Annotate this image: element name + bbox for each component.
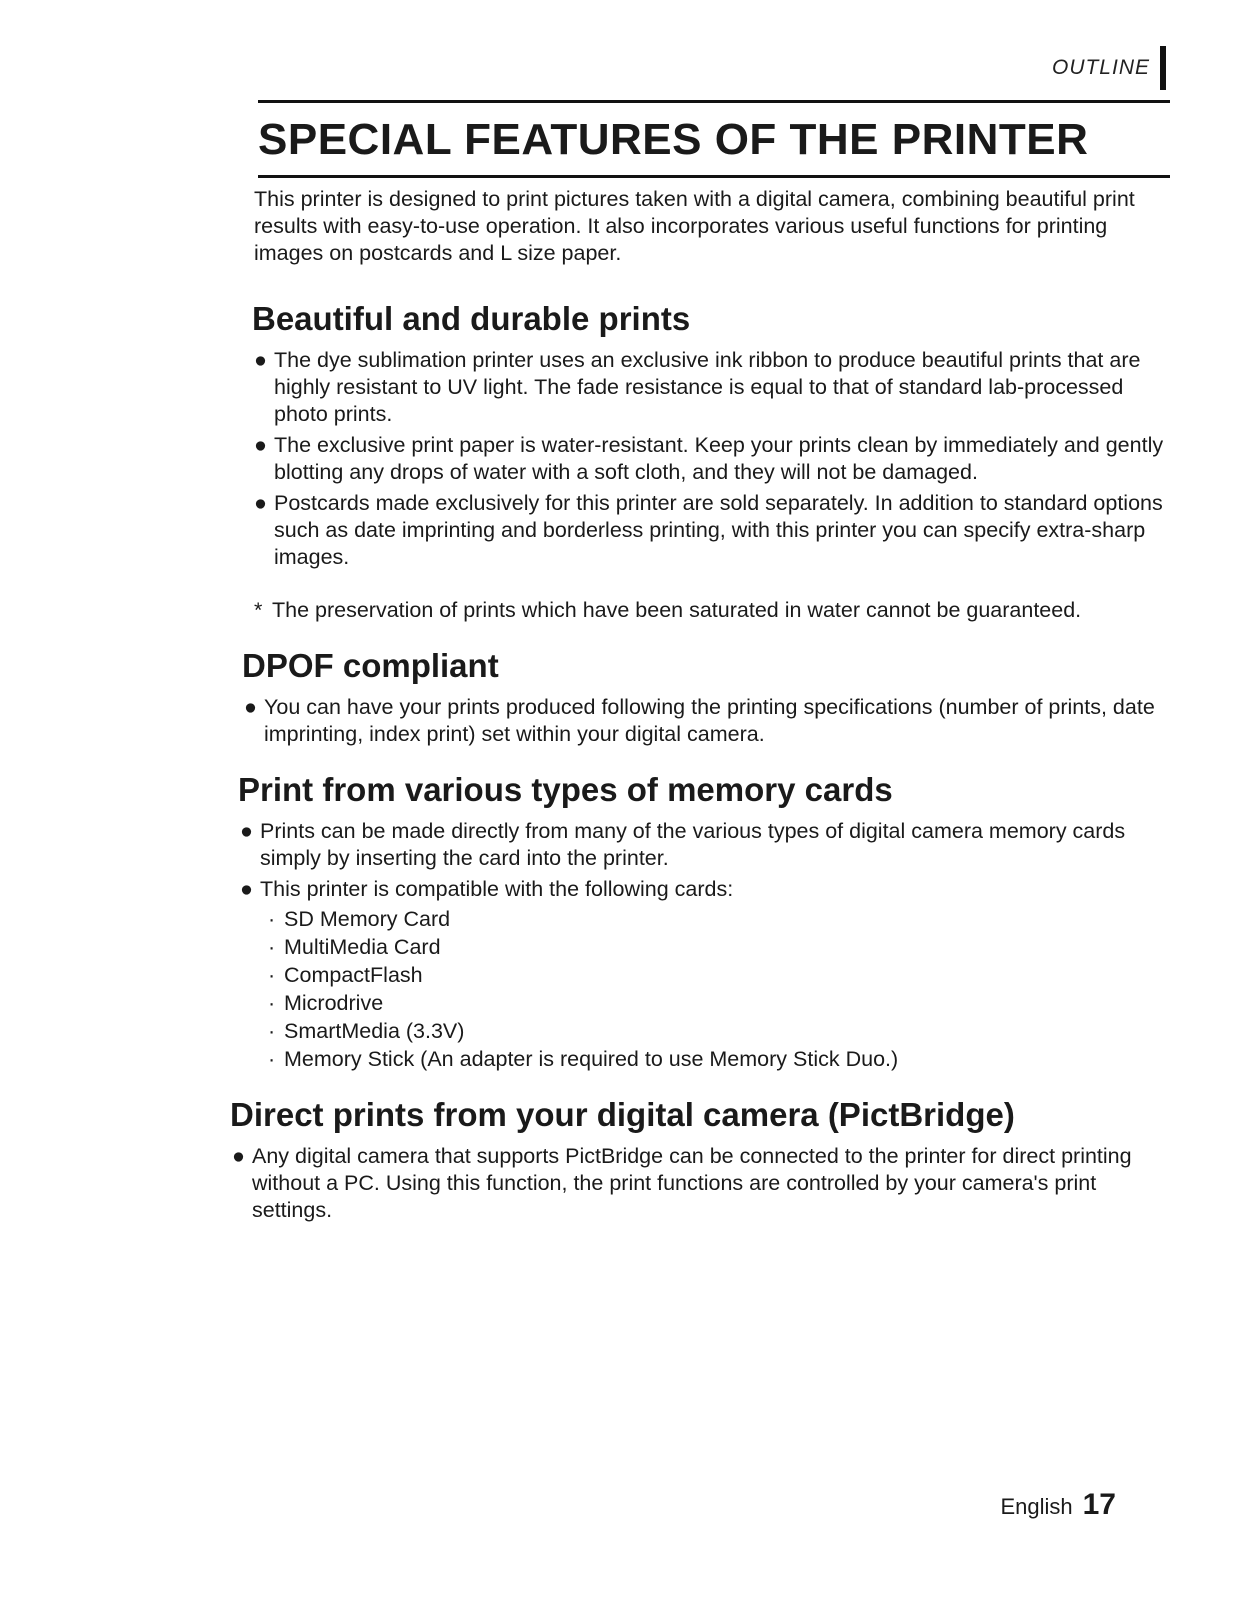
list-item	[252, 490, 1172, 571]
card-name: SD Memory Card	[284, 907, 451, 931]
card-item	[266, 1017, 1172, 1045]
page-footer	[1000, 1488, 1116, 1522]
section-heading: Direct prints from your digital camera (PictBridge)	[230, 1096, 1015, 1133]
bullet-icon: ●	[254, 491, 267, 515]
top-rule	[258, 100, 1170, 103]
sub-bullet-icon: ·	[268, 935, 276, 959]
card-name: SmartMedia (3.3V)	[284, 1019, 465, 1043]
bottom-rule	[258, 175, 1170, 178]
sub-bullet-icon: ·	[268, 991, 276, 1015]
page-title: SPECIAL FEATURES OF THE PRINTER	[258, 115, 1089, 164]
title-block	[258, 100, 1170, 178]
bullet-list	[230, 1143, 1172, 1224]
footnote	[252, 597, 1172, 624]
list-item	[252, 347, 1172, 428]
bullet-text: The dye sublimation printer uses an exclusive ink ribbon to produce beautiful prints that are highly resistant to UV light. The fade resistance is equal to that of standard lab-processed photo prints.	[274, 348, 1141, 426]
bullet-list	[238, 818, 1172, 1073]
section-dpof	[242, 646, 1172, 748]
card-item	[266, 933, 1172, 961]
page-number: 17	[1082, 1488, 1116, 1521]
card-item	[266, 961, 1172, 989]
list-item	[230, 1143, 1172, 1224]
bullet-text: You can have your prints produced following the printing specifications (number of prints, date imprinting, index print) set within your digital camera.	[264, 695, 1155, 746]
sub-bullet-icon: ·	[268, 1047, 276, 1071]
card-list	[266, 905, 1172, 1073]
section-memory-cards	[238, 770, 1172, 1073]
section-heading: Print from various types of memory cards	[238, 771, 893, 808]
bullet-icon: ●	[244, 695, 257, 719]
footer-language: English	[1000, 1494, 1073, 1519]
card-item	[266, 905, 1172, 933]
running-header	[1052, 46, 1166, 90]
list-item	[238, 818, 1172, 872]
sub-bullet-icon: ·	[268, 907, 276, 931]
asterisk-icon: *	[254, 598, 263, 622]
list-item	[242, 694, 1172, 748]
bullet-text: Postcards made exclusively for this printer are sold separately. In addition to standard options such as date imprinting and borderless printing, with this printer you can specify extra-sharp images.	[274, 491, 1163, 569]
intro-paragraph: This printer is designed to print pictures taken with a digital camera, combining beautiful print results with easy-to-use operation. It also incorporates various useful functions for printing images on postcards and L size paper.	[254, 187, 1135, 265]
card-name: CompactFlash	[284, 963, 423, 987]
bullet-icon: ●	[232, 1144, 245, 1168]
section-heading: Beautiful and durable prints	[252, 300, 691, 337]
bullet-icon: ●	[254, 433, 267, 457]
section-beautiful-prints	[252, 299, 1172, 624]
thumb-tab-bar	[1160, 46, 1166, 90]
bullet-list	[242, 694, 1172, 748]
bullet-text: Any digital camera that supports PictBridge can be connected to the printer for direct printing without a PC. Using this function, the print functions are controlled by your camera's print settings.	[252, 1144, 1132, 1222]
footnote-text: The preservation of prints which have been saturated in water cannot be guaranteed.	[272, 598, 1082, 622]
card-item	[266, 989, 1172, 1017]
card-name: Microdrive	[284, 991, 384, 1015]
card-name: Memory Stick (An adapter is required to use Memory Stick Duo.)	[284, 1047, 899, 1071]
bullet-text: The exclusive print paper is water-resistant. Keep your prints clean by immediately and gently blotting any drops of water with a soft cloth, and they will not be damaged.	[274, 433, 1164, 484]
bullet-icon: ●	[240, 819, 253, 843]
bullet-text: Prints can be made directly from many of the various types of digital camera memory cards simply by inserting the card into the printer.	[260, 819, 1126, 870]
bullet-text: This printer is compatible with the following cards:	[260, 877, 734, 901]
sub-bullet-icon: ·	[268, 963, 276, 987]
list-item	[252, 432, 1172, 486]
list-item	[238, 876, 1172, 1073]
bullet-icon: ●	[254, 348, 267, 372]
bullet-list	[252, 347, 1172, 571]
section-label: OUTLINE	[1051, 56, 1150, 79]
main-content	[230, 186, 1172, 1246]
card-name: MultiMedia Card	[284, 935, 441, 959]
bullet-icon: ●	[240, 877, 253, 901]
card-item	[266, 1045, 1172, 1073]
section-heading: DPOF compliant	[242, 647, 499, 684]
section-pictbridge	[230, 1095, 1172, 1224]
sub-bullet-icon: ·	[268, 1019, 276, 1043]
